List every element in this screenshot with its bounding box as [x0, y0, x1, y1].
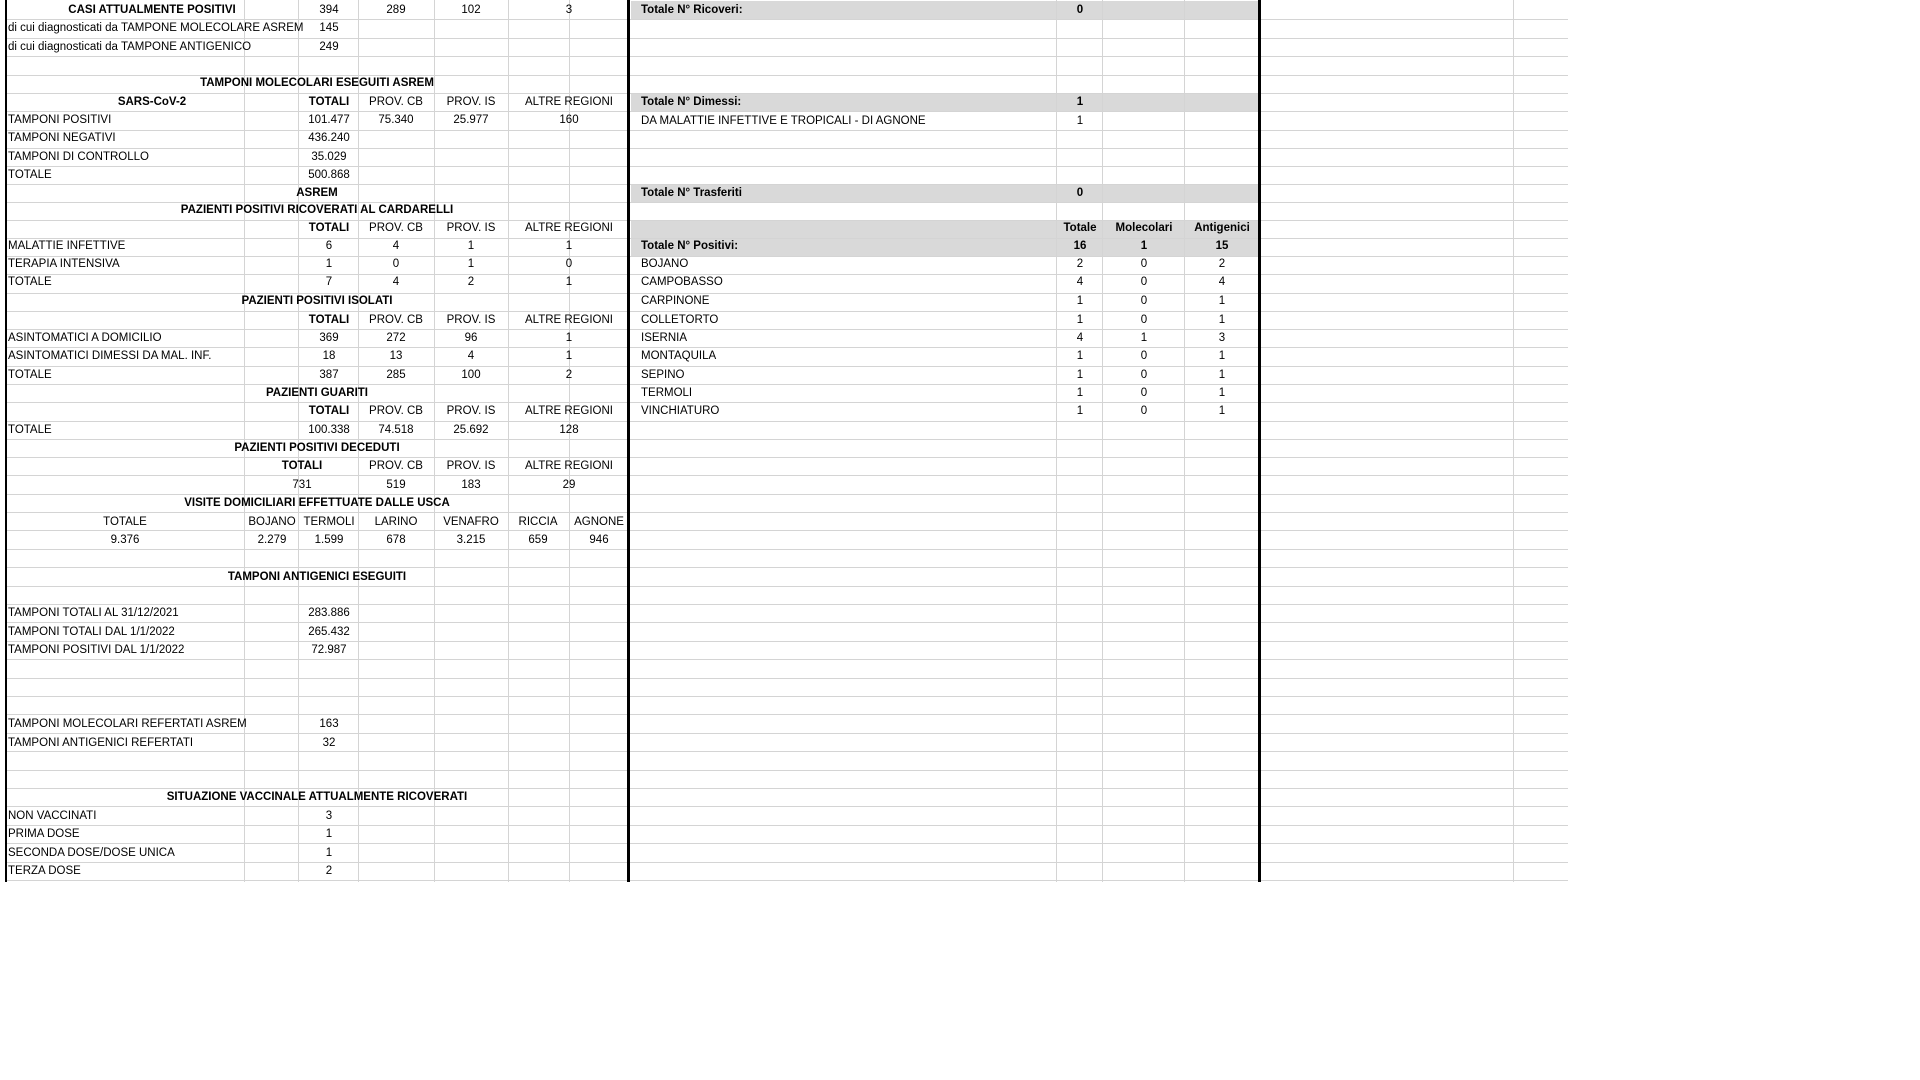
pos-h-tot: Totale — [1063, 222, 1097, 234]
iso-dim-tot: 18 — [322, 350, 336, 362]
ric-tot-altre: 1 — [565, 276, 573, 288]
usca-v-riccia: 659 — [528, 534, 548, 546]
vacc-sd-value: 1 — [325, 847, 333, 859]
iso-dom-tot: 369 — [319, 332, 339, 344]
tmol-title: TAMPONI MOLECOLARI ESEGUITI ASREM — [200, 77, 434, 89]
antigenico-value: 249 — [319, 41, 339, 53]
casi-is: 102 — [461, 4, 481, 16]
iso-dom-is: 96 — [464, 332, 478, 344]
grid-row-line — [7, 457, 1568, 458]
comune-name: ISERNIA — [641, 332, 688, 344]
pos-h-ant: Antigenici — [1194, 222, 1250, 234]
grid-row-line — [7, 549, 1568, 550]
comune-name: COLLETORTO — [641, 314, 719, 326]
gua-title: PAZIENTI GUARITI — [265, 387, 369, 399]
grid-row-line — [7, 659, 1568, 660]
grid-row-line — [7, 238, 1568, 239]
usca-v-venafro: 3.215 — [456, 534, 486, 546]
casi-label: CASI ATTUALMENTE POSITIVI — [68, 4, 236, 16]
pos-h-mol: Molecolari — [1115, 222, 1173, 234]
grid-row-line — [7, 604, 1568, 605]
dec-is: 183 — [461, 479, 481, 491]
grid-row-line — [7, 366, 1568, 367]
grid-row-line — [7, 402, 1568, 403]
grid-row-line — [7, 93, 1568, 94]
comune-name: TERMOLI — [641, 387, 693, 399]
grid-col-line — [569, 0, 570, 882]
usca-v-termoli: 1.599 — [314, 534, 344, 546]
grid-row-line — [7, 622, 1568, 623]
dec-title: PAZIENTI POSITIVI DECEDUTI — [234, 442, 400, 454]
grid-row-line — [7, 641, 1568, 642]
tmol-ctrl-label: TAMPONI DI CONTROLLO — [8, 151, 149, 163]
grid-row-line — [7, 148, 1568, 149]
grid-col-line — [1056, 0, 1057, 882]
ric-ter-altre: 0 — [565, 258, 573, 270]
gua-h-altre: ALTRE REGIONI — [525, 405, 613, 417]
dec-altre: 29 — [562, 479, 576, 491]
comune-tot: 1 — [1076, 369, 1084, 381]
tant-r1-label: TAMPONI TOTALI AL 31/12/2021 — [8, 607, 179, 619]
iso-dim-label: ASINTOMATICI DIMESSI DA MAL. INF. — [8, 350, 212, 362]
grid-row-line — [7, 329, 1568, 330]
dimessi-label: Totale N° Dimessi: — [641, 96, 742, 108]
tmol-h-cb: PROV. CB — [369, 96, 423, 108]
tmol-neg-tot: 436.240 — [308, 132, 350, 144]
ric-title: PAZIENTI POSITIVI RICOVERATI AL CARDARELLI — [180, 204, 454, 216]
tmol-h-is: PROV. IS — [446, 96, 496, 108]
grid-row-line — [7, 880, 1568, 881]
ric-h-tot: TOTALI — [308, 222, 350, 234]
asrem-label: ASREM — [296, 187, 338, 199]
grid-row-line — [7, 862, 1568, 863]
tmol-pos-is: 25.977 — [453, 114, 489, 126]
grid-row-line — [7, 714, 1568, 715]
molecolare-label: di cui diagnosticati da TAMPONE MOLECOLARE ASREM — [8, 22, 304, 34]
dimessi-row-value: 1 — [1076, 115, 1084, 127]
casi-totale: 394 — [319, 4, 339, 16]
usca-title: VISITE DOMICILIARI EFFETTUATE DALLE USCA — [184, 497, 450, 509]
iso-tot-tot: 387 — [319, 369, 339, 381]
comune-tot: 1 — [1076, 314, 1084, 326]
vacc-td-value: 2 — [325, 865, 333, 877]
comune-ant: 1 — [1218, 369, 1226, 381]
grid-col-line — [298, 0, 299, 882]
ric-tot-label: TOTALE — [8, 276, 52, 288]
comune-mol: 0 — [1140, 314, 1148, 326]
usca-v-bojano: 2.279 — [257, 534, 287, 546]
comune-mol: 0 — [1140, 369, 1148, 381]
iso-dim-cb: 13 — [389, 350, 403, 362]
grid-col-line — [1102, 0, 1103, 882]
comune-ant: 1 — [1218, 314, 1226, 326]
iso-dim-altre: 1 — [565, 350, 573, 362]
grid-row-line — [7, 770, 1568, 771]
dec-h-tot: TOTALI — [281, 460, 323, 472]
comune-ant: 1 — [1218, 387, 1226, 399]
grid-row-line — [7, 166, 1568, 167]
tant-r3-label: TAMPONI POSITIVI DAL 1/1/2022 — [8, 644, 185, 656]
positivi-tot: 16 — [1073, 240, 1087, 252]
trasferiti-value: 0 — [1076, 187, 1084, 199]
dimessi-row-label: DA MALATTIE INFETTIVE E TROPICALI - DI AGNONE — [641, 115, 926, 127]
middle-border — [627, 0, 630, 882]
grid-row-line — [7, 475, 1568, 476]
ric-h-cb: PROV. CB — [369, 222, 423, 234]
iso-dom-cb: 272 — [386, 332, 406, 344]
tant-r3-value: 72.987 — [311, 644, 347, 656]
ric-mal-tot: 6 — [325, 240, 333, 252]
grid-row-line — [7, 130, 1568, 131]
comune-mol: 0 — [1140, 295, 1148, 307]
usca-v-agnone: 946 — [589, 534, 609, 546]
usca-h-venafro: VENAFRO — [443, 516, 499, 528]
comune-mol: 0 — [1140, 387, 1148, 399]
iso-dom-label: ASINTOMATICI A DOMICILIO — [8, 332, 162, 344]
comune-tot: 2 — [1076, 258, 1084, 270]
tmol-neg-label: TAMPONI NEGATIVI — [8, 132, 116, 144]
gua-tot-tot: 100.338 — [308, 424, 350, 436]
comune-tot: 1 — [1076, 350, 1084, 362]
iso-tot-label: TOTALE — [8, 369, 52, 381]
grid-row-line — [7, 421, 1568, 422]
dec-h-is: PROV. IS — [446, 460, 496, 472]
comune-name: BOJANO — [641, 258, 689, 270]
iso-dim-is: 4 — [467, 350, 475, 362]
gua-tot-label: TOTALE — [8, 424, 52, 436]
tmol-ctrl-tot: 35.029 — [311, 151, 347, 163]
iso-tot-cb: 285 — [386, 369, 406, 381]
positivi-label: Totale N° Positivi: — [641, 240, 739, 252]
gua-tot-cb: 74.518 — [378, 424, 414, 436]
tant-r2-label: TAMPONI TOTALI DAL 1/1/2022 — [8, 626, 175, 638]
grid-col-line — [1513, 0, 1514, 882]
iso-h-is: PROV. IS — [446, 314, 496, 326]
comune-mol: 1 — [1140, 332, 1148, 344]
trasferiti-label: Totale N° Trasferiti — [641, 187, 742, 199]
vacc-td-label: TERZA DOSE — [8, 865, 81, 877]
comune-tot: 4 — [1076, 276, 1084, 288]
comune-ant: 4 — [1218, 276, 1226, 288]
grid-row-line — [7, 806, 1568, 807]
grid-row-line — [7, 111, 1568, 112]
tmol-pos-altre: 160 — [559, 114, 579, 126]
grid-row-line — [7, 220, 1568, 221]
dec-tot: 731 — [292, 479, 312, 491]
comune-tot: 4 — [1076, 332, 1084, 344]
iso-h-altre: ALTRE REGIONI — [525, 314, 613, 326]
dimessi-value: 1 — [1076, 96, 1084, 108]
casi-altre: 3 — [565, 4, 573, 16]
antigenico-label: di cui diagnosticati da TAMPONE ANTIGENICO — [8, 41, 252, 53]
grid-row-line — [7, 439, 1568, 440]
grid-row-line — [7, 788, 1568, 789]
tmol-pos-tot: 101.477 — [308, 114, 350, 126]
comune-name: SEPINO — [641, 369, 685, 381]
ric-ter-cb: 0 — [392, 258, 400, 270]
vacc-pd-label: PRIMA DOSE — [8, 828, 80, 840]
ref-ant-value: 32 — [322, 737, 336, 749]
casi-cb: 289 — [386, 4, 406, 16]
usca-h-termoli: TERMOLI — [303, 516, 355, 528]
ric-h-is: PROV. IS — [446, 222, 496, 234]
tant-title: TAMPONI ANTIGENICI ESEGUITI — [227, 571, 407, 583]
comune-ant: 2 — [1218, 258, 1226, 270]
iso-h-tot: TOTALI — [308, 314, 350, 326]
grid-row-line — [7, 494, 1568, 495]
grid-row-line — [7, 678, 1568, 679]
iso-title: PAZIENTI POSITIVI ISOLATI — [241, 295, 393, 307]
dec-cb: 519 — [386, 479, 406, 491]
grid-row-line — [7, 19, 1568, 20]
tant-r2-value: 265.432 — [308, 626, 350, 638]
comune-name: CARPINONE — [641, 295, 710, 307]
grid-row-line — [7, 38, 1568, 39]
positivi-ant: 15 — [1215, 240, 1229, 252]
grid-row-line — [7, 56, 1568, 57]
tmol-tot-label: TOTALE — [8, 169, 52, 181]
comune-mol: 0 — [1140, 276, 1148, 288]
comune-mol: 0 — [1140, 350, 1148, 362]
comune-ant: 1 — [1218, 405, 1226, 417]
iso-tot-altre: 2 — [565, 369, 573, 381]
tmol-h-tot: TOTALI — [308, 96, 350, 108]
grid-row-line — [7, 184, 1568, 185]
tant-r1-value: 283.886 — [308, 607, 350, 619]
usca-v-totale: 9.376 — [110, 534, 140, 546]
usca-h-larino: LARINO — [374, 516, 418, 528]
comune-tot: 1 — [1076, 295, 1084, 307]
gua-h-cb: PROV. CB — [369, 405, 423, 417]
grid-row-line — [7, 586, 1568, 587]
iso-h-cb: PROV. CB — [369, 314, 423, 326]
ric-tot-cb: 4 — [392, 276, 400, 288]
grid-row-line — [7, 311, 1568, 312]
tmol-sars: SARS-CoV-2 — [117, 96, 187, 108]
grid-row-line — [7, 696, 1568, 697]
comune-ant: 1 — [1218, 295, 1226, 307]
iso-tot-is: 100 — [461, 369, 481, 381]
ricoveri-value: 0 — [1076, 4, 1084, 16]
ric-h-altre: ALTRE REGIONI — [525, 222, 613, 234]
ricoveri-label: Totale N° Ricoveri: — [641, 4, 743, 16]
ric-tot-is: 2 — [467, 276, 475, 288]
comune-name: CAMPOBASSO — [641, 276, 723, 288]
usca-h-riccia: RICCIA — [518, 516, 558, 528]
gua-tot-is: 25.692 — [453, 424, 489, 436]
vacc-pd-value: 1 — [325, 828, 333, 840]
grid-col-line — [1184, 0, 1185, 882]
ric-mal-cb: 4 — [392, 240, 400, 252]
vacc-title: SITUAZIONE VACCINALE ATTUALMENTE RICOVERATI — [166, 791, 468, 803]
comune-mol: 0 — [1140, 405, 1148, 417]
usca-v-larino: 678 — [386, 534, 406, 546]
ric-mal-is: 1 — [467, 240, 475, 252]
grid-row-line — [7, 751, 1568, 752]
grid-col-line — [244, 0, 245, 882]
gua-h-is: PROV. IS — [446, 405, 496, 417]
grid-row-line — [7, 384, 1568, 385]
grid-row-line — [7, 843, 1568, 844]
ric-ter-label: TERAPIA INTENSIVA — [8, 258, 120, 270]
grid-row-line — [7, 202, 1568, 203]
right-border — [1258, 0, 1261, 882]
comune-tot: 1 — [1076, 405, 1084, 417]
left-border — [5, 0, 7, 882]
usca-h-bojano: BOJANO — [248, 516, 296, 528]
grid-col-line — [358, 0, 359, 882]
ric-tot-tot: 7 — [325, 276, 333, 288]
vacc-sd-label: SECONDA DOSE/DOSE UNICA — [8, 847, 175, 859]
ric-ter-tot: 1 — [325, 258, 333, 270]
grid-row-line — [7, 825, 1568, 826]
comune-ant: 3 — [1218, 332, 1226, 344]
grid-row-line — [7, 75, 1568, 76]
grid-col-line — [508, 0, 509, 882]
grid-col-line — [434, 0, 435, 882]
tmol-pos-cb: 75.340 — [378, 114, 414, 126]
grid-row-line — [7, 530, 1568, 531]
tmol-tot-tot: 500.868 — [308, 169, 350, 181]
grid-row-line — [7, 293, 1568, 294]
grid-row-line — [7, 256, 1568, 257]
ref-mol-value: 163 — [319, 718, 339, 730]
grid-row-line — [7, 512, 1568, 513]
grid-row-line — [7, 274, 1568, 275]
ref-ant-label: TAMPONI ANTIGENICI REFERTATI — [8, 737, 194, 749]
dec-h-cb: PROV. CB — [369, 460, 423, 472]
comune-tot: 1 — [1076, 387, 1084, 399]
ric-ter-is: 1 — [467, 258, 475, 270]
comune-name: VINCHIATURO — [641, 405, 720, 417]
grid-row-line — [7, 733, 1568, 734]
usca-h-agnone: AGNONE — [574, 516, 624, 528]
usca-h-totale: TOTALE — [103, 516, 147, 528]
iso-dom-altre: 1 — [565, 332, 573, 344]
tmol-h-altre: ALTRE REGIONI — [525, 96, 613, 108]
ric-mal-label: MALATTIE INFETTIVE — [8, 240, 126, 252]
vacc-nv-label: NON VACCINATI — [8, 810, 97, 822]
grid-row-line — [7, 567, 1568, 568]
molecolare-value: 145 — [319, 22, 339, 34]
ref-mol-label: TAMPONI MOLECOLARI REFERTATI ASREM — [8, 718, 247, 730]
ric-mal-altre: 1 — [565, 240, 573, 252]
comune-name: MONTAQUILA — [641, 350, 717, 362]
positivi-mol: 1 — [1140, 240, 1148, 252]
gua-tot-altre: 128 — [559, 424, 579, 436]
tmol-pos-label: TAMPONI POSITIVI — [8, 114, 112, 126]
vacc-nv-value: 3 — [325, 810, 333, 822]
comune-ant: 1 — [1218, 350, 1226, 362]
dec-h-altre: ALTRE REGIONI — [525, 460, 613, 472]
gua-h-tot: TOTALI — [308, 405, 350, 417]
comune-mol: 0 — [1140, 258, 1148, 270]
grid-row-line — [7, 347, 1568, 348]
